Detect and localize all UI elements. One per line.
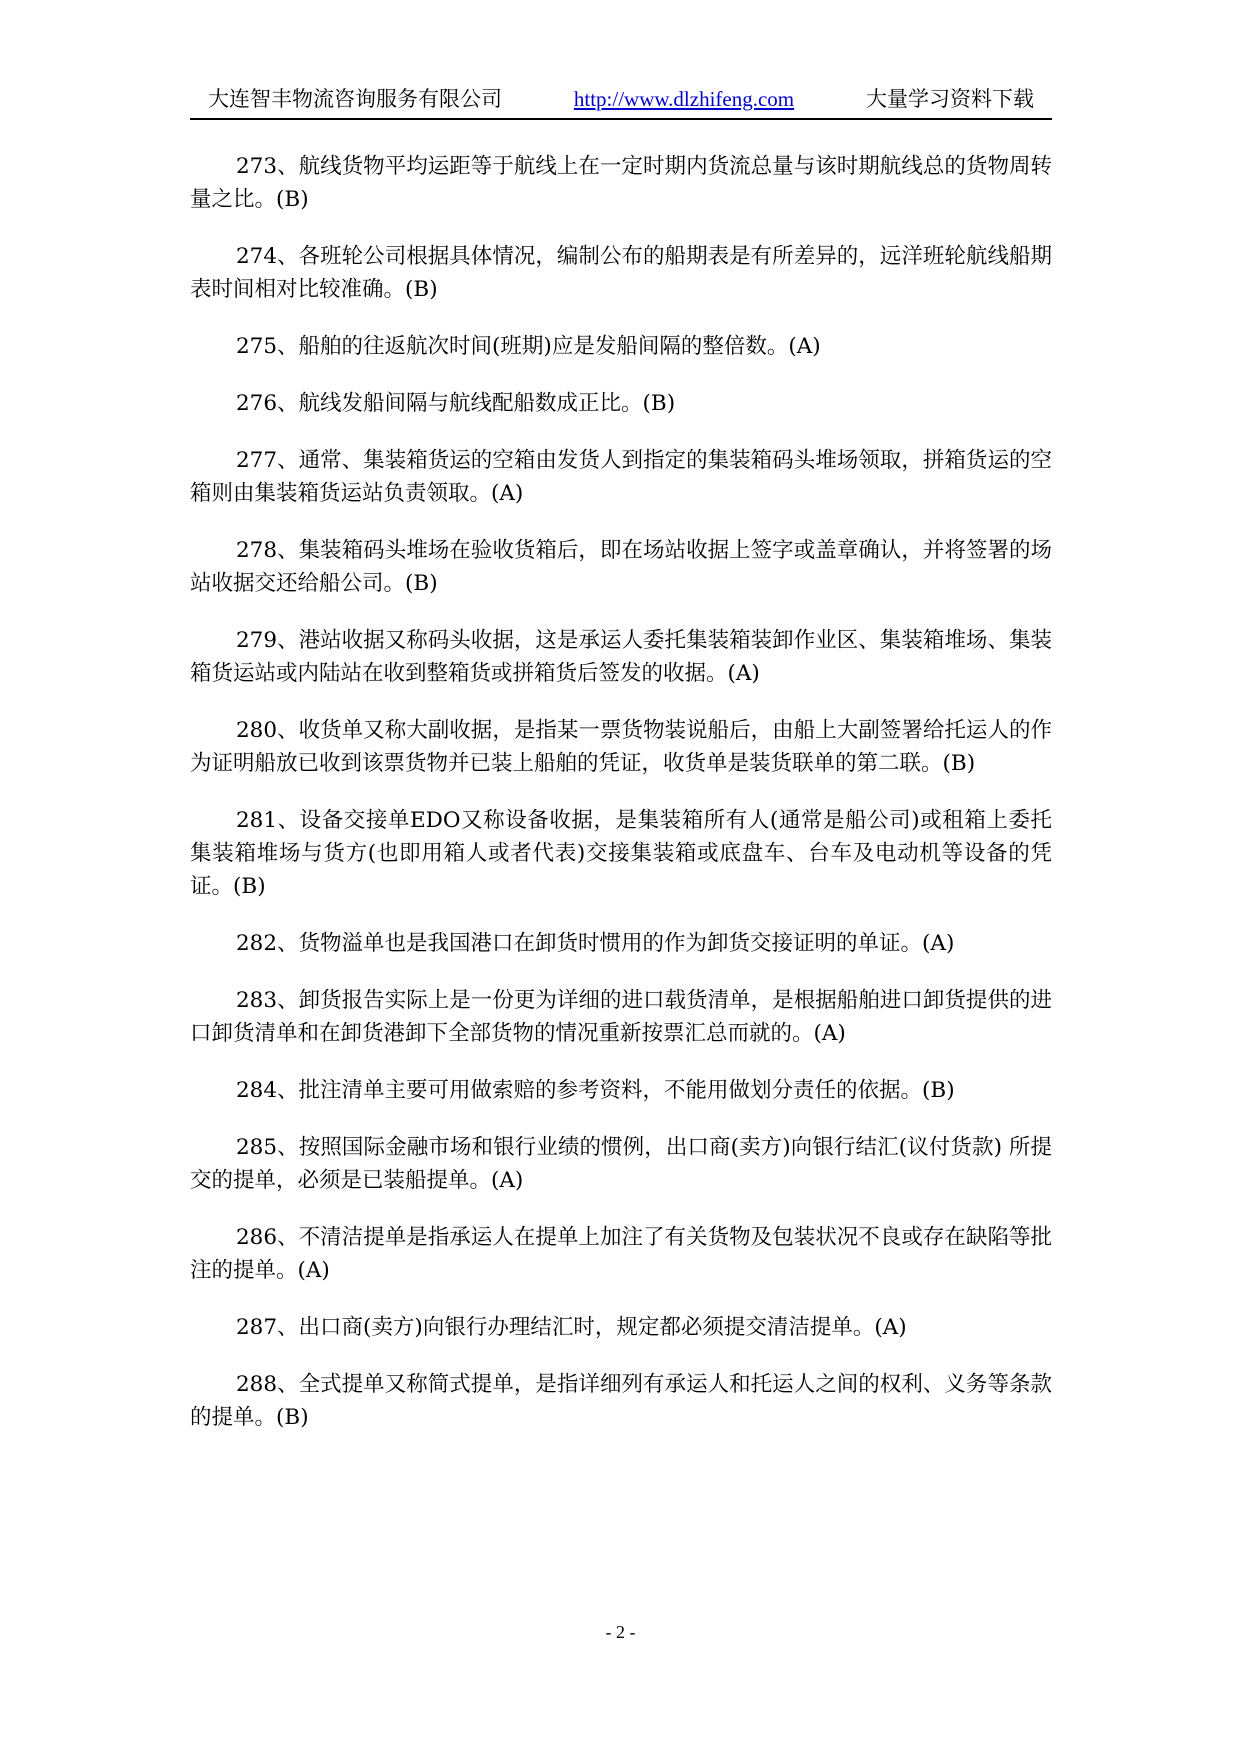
question-item: 285、按照国际金融市场和银行业绩的惯例，出口商(卖方)向银行结汇(议付货款) 所提交的提单，必须是已装船提单。(A) — [190, 1135, 1052, 1193]
header-website-link[interactable]: http://www.dlzhifeng.com — [573, 87, 795, 111]
page-header — [190, 88, 1052, 120]
page-number: - 2 - — [605, 1622, 636, 1642]
question-item: 284、批注清单主要可用做索赔的参考资料，不能用做划分责任的依据。(B) — [236, 1078, 955, 1103]
question-item: 287、出口商(卖方)向银行办理结汇时，规定都必须提交清洁提单。(A) — [236, 1315, 907, 1340]
question-item: 283、卸货报告实际上是一份更为详细的进口载货清单，是根据船舶进口卸货提供的进口卸货清单和在卸货港卸下全部货物的情况重新按票汇总而就的。(A) — [190, 988, 1052, 1046]
question-item: 288、全式提单又称简式提单，是指详细列有承运人和托运人之间的权利、义务等条款的提单。(B) — [190, 1372, 1052, 1430]
question-item: 277、通常、集装箱货运的空箱由发货人到指定的集装箱码头堆场领取，拼箱货运的空箱则由集装箱货运站负责领取。(A) — [190, 448, 1052, 506]
header-company-name: 大连智丰物流咨询服务有限公司 — [208, 87, 502, 111]
question-list — [190, 150, 1052, 1458]
header-slogan: 大量学习资料下载 — [865, 87, 1034, 111]
question-item: 282、货物溢单也是我国港口在卸货时惯用的作为卸货交接证明的单证。(A) — [236, 931, 955, 956]
question-item: 280、收货单又称大副收据，是指某一票货物装说船后，由船上大副签署给托运人的作为证明船放已收到该票货物并已装上船舶的凭证，收货单是装货联单的第二联。(B) — [190, 718, 1052, 776]
question-item: 286、不清洁提单是指承运人在提单上加注了有关货物及包装状况不良或存在缺陷等批注的提单。(A) — [190, 1225, 1052, 1283]
question-item: 276、航线发船间隔与航线配船数成正比。(B) — [236, 391, 676, 416]
question-item: 274、各班轮公司根据具体情况，编制公布的船期表是有所差异的，远洋班轮航线船期表时间相对比较准确。(B) — [190, 244, 1052, 302]
question-item: 281、设备交接单EDO又称设备收据，是集装箱所有人(通常是船公司)或租箱上委托集装箱堆场与货方(也即用箱人或者代表)交接集装箱或底盘车、台车及电动机等设备的凭证。(B) — [190, 808, 1052, 899]
question-item: 275、船舶的往返航次时间(班期)应是发船间隔的整倍数。(A) — [236, 334, 821, 359]
question-item: 279、港站收据又称码头收据，这是承运人委托集装箱装卸作业区、集装箱堆场、集装箱货运站或内陆站在收到整箱货或拼箱货后签发的收据。(A) — [190, 628, 1052, 686]
question-item: 273、航线货物平均运距等于航线上在一定时期内货流总量与该时期航线总的货物周转量之比。(B) — [190, 154, 1052, 212]
question-item: 278、集装箱码头堆场在验收货箱后，即在场站收据上签字或盖章确认，并将签署的场站收据交还给船公司。(B) — [190, 538, 1052, 596]
